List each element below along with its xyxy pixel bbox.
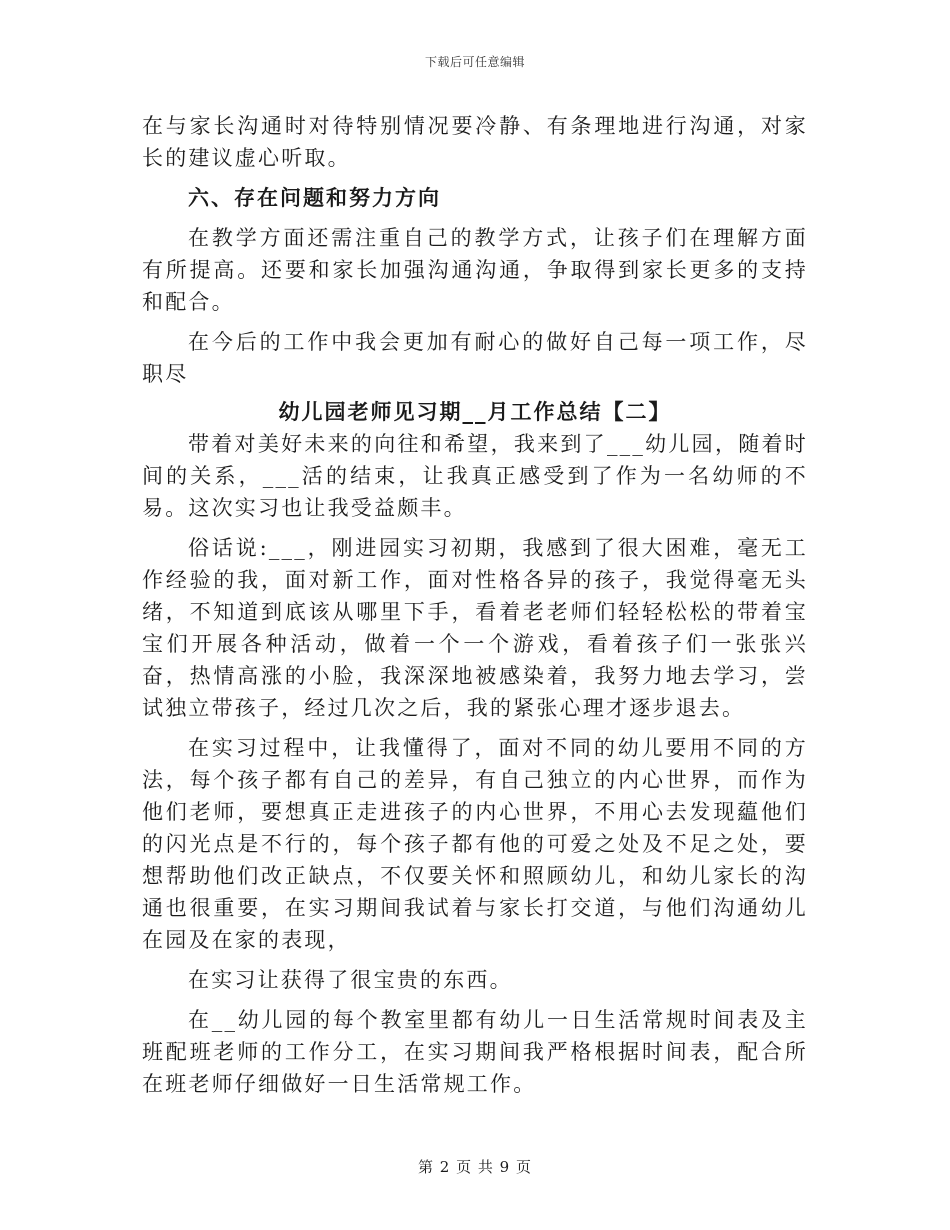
document-title: 幼儿园老师见习期__月工作总结【二】: [278, 399, 672, 424]
paragraph-parent-communication: 在与家长沟通时对待特别情况要冷静、有条理地进行沟通，对家长的建议虚心听取。: [142, 114, 808, 170]
paragraph-intro: 带着对美好未来的向往和希望，我来到了___幼儿园，随着时间的关系，___活的结束，让我真正感受到了作为一名幼师的不易。这次实习也让我受益颇丰。: [142, 432, 808, 520]
section-heading-problems: 六、存在问题和努力方向: [188, 185, 441, 210]
paragraph-teaching-methods: 在教学方面还需注重自己的教学方式，让孩子们在理解方面有所提高。还要和家长加强沟通沟通，争取得到家长更多的支持和配合。: [142, 226, 808, 314]
paragraph-saying: 俗话说:___，刚进园实习初期，我感到了很大困难，毫无工作经验的我，面对新工作，面对性格各异的孩子，我觉得毫无头绪，不知道到底该从哪里下手，看着老老师们轻轻松松的带着宝宝们开展各种活动，做着一个一个游戏，看着孩子们一张张兴奋，热情高涨的小脸，我深深地被感染着，我努力地去学习，尝试独立带孩子，经过几次之后，我的紧张心理才逐步退去。: [142, 536, 808, 720]
paragraph-daily-routine: 在__幼儿园的每个教室里都有幼儿一日生活常规时间表及主班配班老师的工作分工，在实习期间我严格根据时间表，配合所在班老师仔细做好一日生活常规工作。: [142, 1008, 808, 1096]
paragraph-internship-process: 在实习过程中，让我懂得了，面对不同的幼儿要用不同的方法，每个孩子都有自己的差异，有自己独立的内心世界，而作为他们老师，要想真正走进孩子的内心世界，不用心去发现藴他们的闪光点是不行的，每个孩子都有他的可爱之处及不足之处，要想帮助他们改正缺点，不仅要关怀和照顾幼儿，和幼儿家长的沟通也很重要，在实习期间我试着与家长打交道，与他们沟通幼儿在园及在家的表现，: [142, 736, 808, 952]
paragraph-gains: 在实习让获得了很宝贵的东西。: [188, 968, 513, 992]
page-number: 第 2 页 共 9 页: [418, 1158, 532, 1176]
paragraph-future-work: 在今后的工作中我会更加有耐心的做好自己每一项工作，尽职尽: [142, 330, 808, 386]
document-body: [142, 110, 808, 1100]
page-header: 下载后可任意编辑: [424, 55, 525, 69]
